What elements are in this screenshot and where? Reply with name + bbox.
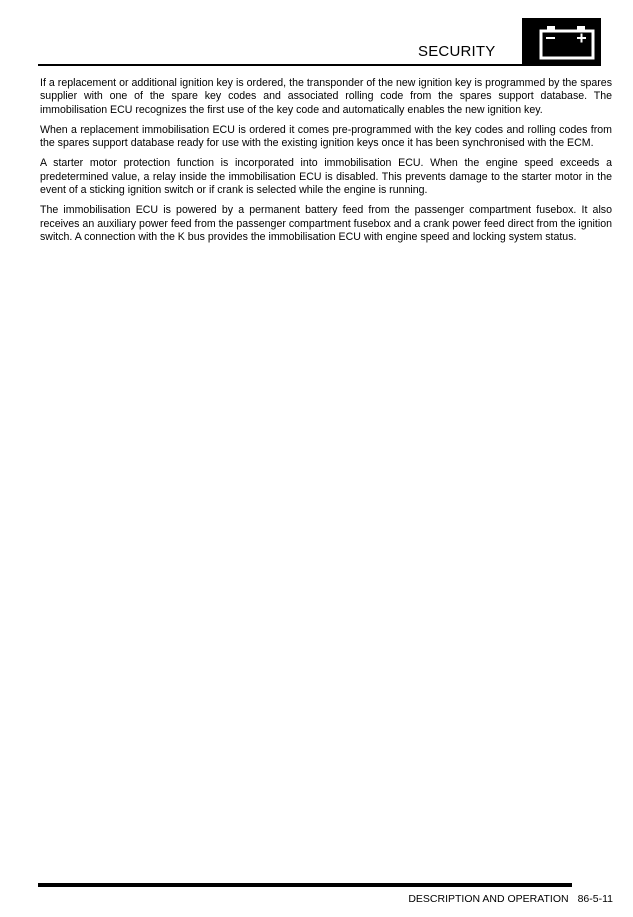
body-text xyxy=(40,77,612,251)
page-number: 86-5-11 xyxy=(577,893,613,905)
battery-icon xyxy=(522,18,601,66)
paragraph-starter-protection: A starter motor protection function is incorporated into immobilisation ECU. When the engine speed exceeds a predetermined value, a relay inside the immobilisation ECU is disabled. This prevents damage to the starter motor in the event of a sticking ignition switch or if crank is selected while the engine is running. xyxy=(40,157,612,197)
paragraph-power-feeds: The immobilisation ECU is powered by a permanent battery feed from the passenger compartment fusebox. It also receives an auxiliary power feed from the passenger compartment fusebox and a crank power feed direct from the ignition switch. A connection with the K bus provides the immobilisation ECU with engine speed and locking system status. xyxy=(40,204,612,243)
section-title: SECURITY xyxy=(418,43,496,60)
footer-section-label: DESCRIPTION AND OPERATION xyxy=(408,893,569,905)
footer xyxy=(408,893,613,906)
paragraph-replacement-ecu: When a replacement immobilisation ECU is ordered it comes pre-programmed with the key codes and rolling codes from the spares support database ready for use with the existing ignition keys once it has been synchronised with the ECM. xyxy=(40,123,612,150)
footer-rule xyxy=(38,883,572,887)
header-rule xyxy=(38,64,525,66)
section-icon-box xyxy=(522,18,601,66)
paragraph-replacement-key: If a replacement or additional ignition key is ordered, the transponder of the new ignition key is programmed by the spares supplier with one of the spare key codes and associated rolling code from the spares support database. The immobilisation ECU recognizes the first use of the key code and automatically enables the new ignition key. xyxy=(40,77,612,116)
